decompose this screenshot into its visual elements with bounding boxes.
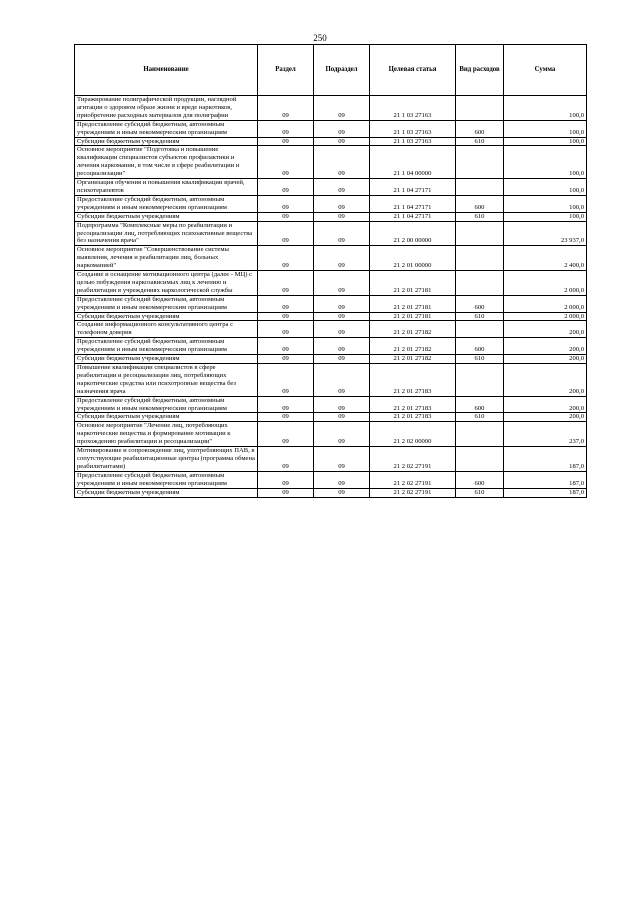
cell-expense-type <box>456 321 504 338</box>
cell-expense-type <box>456 422 504 447</box>
table-row <box>75 212 587 221</box>
cell-target: 21 1 04 27171 <box>370 195 456 212</box>
cell-sum: 200,0 <box>504 338 587 355</box>
cell-section: 09 <box>258 355 314 364</box>
cell-section: 09 <box>258 447 314 472</box>
cell-sum: 100,0 <box>504 146 587 179</box>
cell-section: 09 <box>258 221 314 246</box>
cell-sum: 200,0 <box>504 321 587 338</box>
cell-target: 21 2 01 27181 <box>370 271 456 296</box>
cell-section: 09 <box>258 137 314 146</box>
cell-name: Субсидии бюджетным учреждениям <box>75 212 258 221</box>
table-row <box>75 295 587 312</box>
cell-expense-type <box>456 221 504 246</box>
cell-expense-type: 610 <box>456 355 504 364</box>
cell-expense-type <box>456 447 504 472</box>
table-row <box>75 221 587 246</box>
table-row <box>75 447 587 472</box>
cell-name: Основное мероприятие "Лечение лиц, потребляющих наркотические вещества и формирование мотивации к прохождению реабилитации и ресоциализации" <box>75 422 258 447</box>
cell-section: 09 <box>258 295 314 312</box>
cell-expense-type <box>456 179 504 196</box>
cell-target: 21 2 02 00000 <box>370 422 456 447</box>
cell-section: 09 <box>258 96 314 121</box>
cell-sum: 100,0 <box>504 212 587 221</box>
cell-section: 09 <box>258 146 314 179</box>
cell-expense-type <box>456 364 504 397</box>
table-row <box>75 338 587 355</box>
cell-subsection: 09 <box>314 396 370 413</box>
cell-subsection: 09 <box>314 312 370 321</box>
cell-section: 09 <box>258 422 314 447</box>
table-header <box>75 45 587 96</box>
cell-subsection: 09 <box>314 195 370 212</box>
cell-subsection: 09 <box>314 355 370 364</box>
header-subsection: Подраздел <box>314 45 370 96</box>
cell-subsection: 09 <box>314 146 370 179</box>
cell-target: 21 1 03 27163 <box>370 96 456 121</box>
cell-sum: 100,0 <box>504 120 587 137</box>
cell-target: 21 2 01 27183 <box>370 396 456 413</box>
header-target: Целевая статья <box>370 45 456 96</box>
cell-name: Предоставление субсидий бюджетным, автономным учреждениям и иным некоммерческим организациям <box>75 295 258 312</box>
table-row <box>75 271 587 296</box>
cell-section: 09 <box>258 321 314 338</box>
cell-name: Основное мероприятие "Подготовка и повышение квалификации специалистов субъектов профилактики и лечения наркомании, в том числе в сфере реабилитации и ресоциализации" <box>75 146 258 179</box>
cell-expense-type: 600 <box>456 295 504 312</box>
table-row <box>75 488 587 497</box>
table-row <box>75 312 587 321</box>
cell-expense-type <box>456 246 504 271</box>
header-sum: Сумма <box>504 45 587 96</box>
table-row <box>75 321 587 338</box>
cell-name: Предоставление субсидий бюджетным, автономным учреждениям и иным некоммерческим организациям <box>75 120 258 137</box>
cell-expense-type: 600 <box>456 396 504 413</box>
table-row <box>75 364 587 397</box>
cell-expense-type: 610 <box>456 212 504 221</box>
cell-expense-type: 600 <box>456 471 504 488</box>
cell-expense-type: 610 <box>456 488 504 497</box>
cell-name: Субсидии бюджетным учреждениям <box>75 312 258 321</box>
cell-sum: 23 937,0 <box>504 221 587 246</box>
cell-name: Повышение квалификации специалистов в сфере реабилитации и ресоциализации лиц, потребляющих наркотические средства или психотропные вещества без назначения врача <box>75 364 258 397</box>
cell-target: 21 1 03 27163 <box>370 120 456 137</box>
cell-subsection: 09 <box>314 321 370 338</box>
cell-sum: 2 000,0 <box>504 271 587 296</box>
cell-sum: 200,0 <box>504 413 587 422</box>
table-row <box>75 195 587 212</box>
cell-sum: 200,0 <box>504 364 587 397</box>
cell-expense-type: 610 <box>456 413 504 422</box>
cell-name: Основное мероприятие "Совершенствование системы выявления, лечения и реабилитации лиц, больных наркоманией" <box>75 246 258 271</box>
cell-expense-type: 600 <box>456 195 504 212</box>
budget-table <box>74 44 587 498</box>
cell-subsection: 09 <box>314 137 370 146</box>
cell-subsection: 09 <box>314 488 370 497</box>
cell-section: 09 <box>258 312 314 321</box>
cell-subsection: 09 <box>314 422 370 447</box>
cell-target: 21 2 01 27182 <box>370 338 456 355</box>
cell-name: Предоставление субсидий бюджетным, автономным учреждениям и иным некоммерческим организациям <box>75 471 258 488</box>
cell-target: 21 2 01 27183 <box>370 413 456 422</box>
cell-section: 09 <box>258 471 314 488</box>
cell-section: 09 <box>258 488 314 497</box>
cell-sum: 100,0 <box>504 179 587 196</box>
cell-target: 21 2 02 27191 <box>370 471 456 488</box>
header-expense-type: Вид расходов <box>456 45 504 96</box>
cell-sum: 237,0 <box>504 422 587 447</box>
cell-section: 09 <box>258 212 314 221</box>
cell-target: 21 1 04 00000 <box>370 146 456 179</box>
cell-section: 09 <box>258 396 314 413</box>
cell-name: Предоставление субсидий бюджетным, автономным учреждениям и иным некоммерческим организациям <box>75 396 258 413</box>
cell-target: 21 2 01 00000 <box>370 246 456 271</box>
cell-section: 09 <box>258 338 314 355</box>
cell-name: Предоставление субсидий бюджетным, автономным учреждениям и иным некоммерческим организациям <box>75 338 258 355</box>
cell-expense-type: 610 <box>456 312 504 321</box>
cell-target: 21 2 01 27183 <box>370 364 456 397</box>
cell-target: 21 2 02 27191 <box>370 447 456 472</box>
cell-sum: 200,0 <box>504 355 587 364</box>
cell-expense-type <box>456 96 504 121</box>
cell-name: Создание информационного консультативного центра с телефоном доверия <box>75 321 258 338</box>
cell-sum: 2 000,0 <box>504 312 587 321</box>
table-body <box>75 96 587 498</box>
cell-section: 09 <box>258 195 314 212</box>
cell-target: 21 2 00 00000 <box>370 221 456 246</box>
cell-subsection: 09 <box>314 471 370 488</box>
cell-expense-type <box>456 146 504 179</box>
table-row <box>75 120 587 137</box>
cell-subsection: 09 <box>314 447 370 472</box>
cell-name: Подпрограмма "Комплексные меры по реабилитации и ресоциализации лиц, потребляющих психоактивные вещества без назначения врача" <box>75 221 258 246</box>
cell-subsection: 09 <box>314 413 370 422</box>
cell-name: Субсидии бюджетным учреждениям <box>75 413 258 422</box>
cell-sum: 200,0 <box>504 396 587 413</box>
cell-subsection: 09 <box>314 271 370 296</box>
cell-target: 21 1 04 27171 <box>370 212 456 221</box>
table-row <box>75 413 587 422</box>
cell-sum: 100,0 <box>504 137 587 146</box>
cell-expense-type: 610 <box>456 137 504 146</box>
cell-subsection: 09 <box>314 338 370 355</box>
cell-section: 09 <box>258 246 314 271</box>
cell-section: 09 <box>258 271 314 296</box>
cell-name: Субсидии бюджетным учреждениям <box>75 355 258 364</box>
cell-target: 21 2 02 27191 <box>370 488 456 497</box>
table-row <box>75 355 587 364</box>
table-row <box>75 96 587 121</box>
cell-name: Предоставление субсидий бюджетным, автономным учреждениям и иным некоммерческим организациям <box>75 195 258 212</box>
cell-target: 21 2 01 27181 <box>370 312 456 321</box>
table-row <box>75 471 587 488</box>
cell-sum: 100,0 <box>504 195 587 212</box>
cell-section: 09 <box>258 364 314 397</box>
cell-subsection: 09 <box>314 96 370 121</box>
page-number: 250 <box>313 33 327 43</box>
table-row <box>75 146 587 179</box>
cell-subsection: 09 <box>314 120 370 137</box>
cell-name: Субсидии бюджетным учреждениям <box>75 137 258 146</box>
cell-target: 21 1 04 27171 <box>370 179 456 196</box>
cell-subsection: 09 <box>314 179 370 196</box>
cell-expense-type: 600 <box>456 338 504 355</box>
table-row <box>75 137 587 146</box>
table-row <box>75 396 587 413</box>
cell-expense-type: 600 <box>456 120 504 137</box>
cell-name: Мотивирование и сопровождение лиц, употребляющих ПАВ, в сопутствующие реабилитационные центры (программа обмена реабилитантами) <box>75 447 258 472</box>
header-section: Раздел <box>258 45 314 96</box>
cell-name: Организация обучения и повышения квалификации врачей, психотерапевтов <box>75 179 258 196</box>
header-name: Наименование <box>75 45 258 96</box>
cell-target: 21 2 01 27182 <box>370 321 456 338</box>
cell-subsection: 09 <box>314 221 370 246</box>
cell-sum: 187,0 <box>504 447 587 472</box>
cell-sum: 2 000,0 <box>504 295 587 312</box>
cell-section: 09 <box>258 179 314 196</box>
cell-target: 21 1 03 27163 <box>370 137 456 146</box>
cell-sum: 100,0 <box>504 96 587 121</box>
cell-subsection: 09 <box>314 212 370 221</box>
cell-subsection: 09 <box>314 295 370 312</box>
cell-sum: 2 400,0 <box>504 246 587 271</box>
cell-subsection: 09 <box>314 246 370 271</box>
cell-target: 21 2 01 27181 <box>370 295 456 312</box>
cell-target: 21 2 01 27182 <box>370 355 456 364</box>
cell-sum: 187,0 <box>504 471 587 488</box>
cell-name: Создание и оснащение мотивационного центра (далее - МЦ) с целью побуждения наркозависимых лиц к лечению и реабилитации в учреждениях наркологической службы <box>75 271 258 296</box>
cell-section: 09 <box>258 120 314 137</box>
table-row <box>75 179 587 196</box>
cell-name: Субсидии бюджетным учреждениям <box>75 488 258 497</box>
table-row <box>75 246 587 271</box>
cell-name: Тиражирование полиграфической продукции, наглядной агитации о здоровом образе жизни и вреде наркотиков, приобретение расходных материалов для полиграфии <box>75 96 258 121</box>
cell-subsection: 09 <box>314 364 370 397</box>
table-row <box>75 422 587 447</box>
cell-sum: 187,0 <box>504 488 587 497</box>
cell-section: 09 <box>258 413 314 422</box>
cell-expense-type <box>456 271 504 296</box>
